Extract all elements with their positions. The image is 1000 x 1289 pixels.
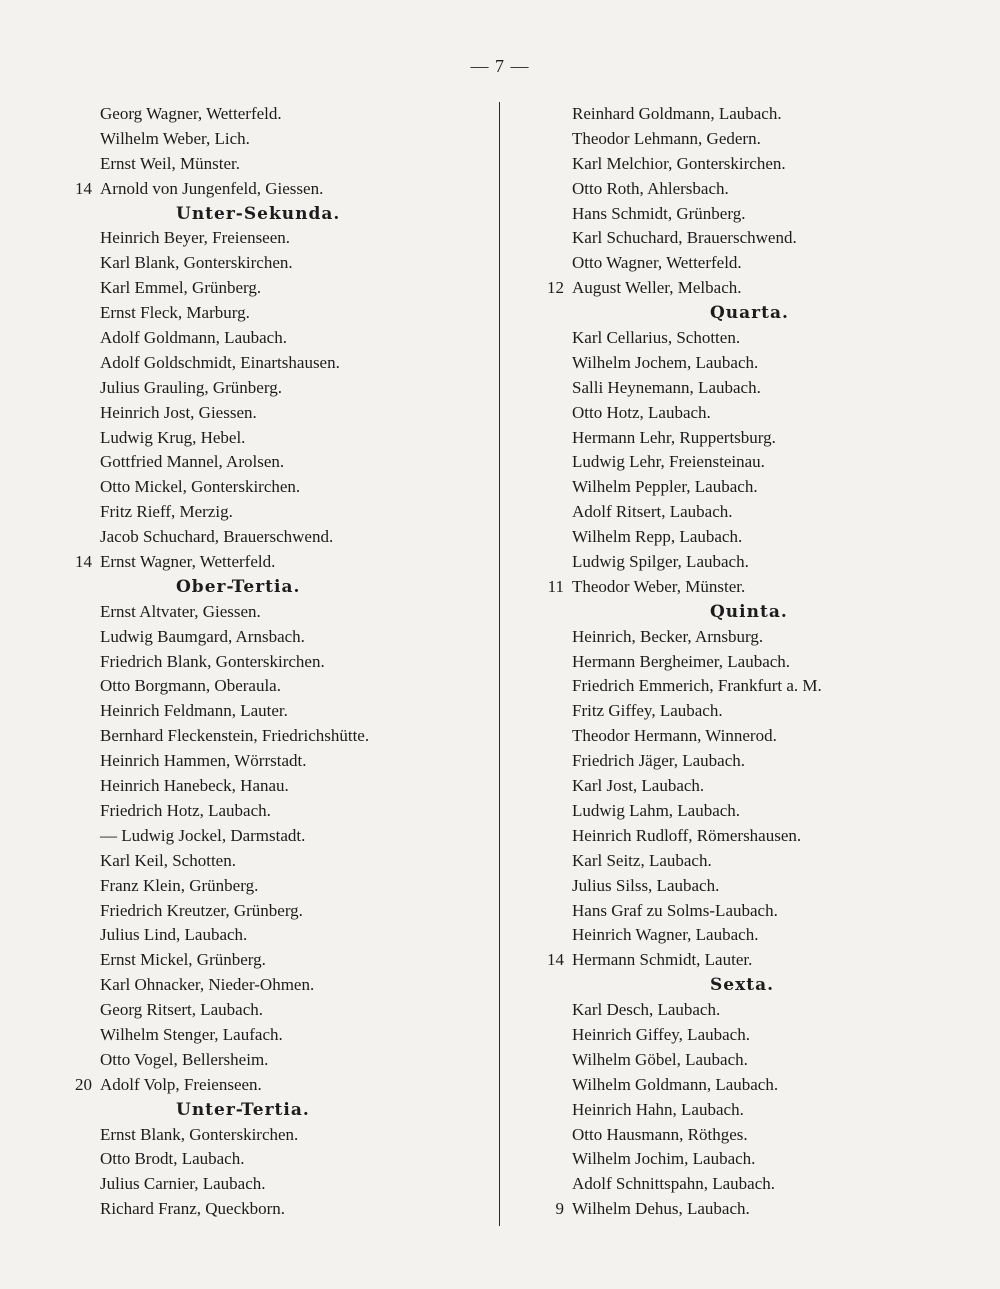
student-name: Salli Heynemann, Laubach. — [572, 377, 761, 397]
student-name: Heinrich Feldmann, Lauter. — [100, 701, 288, 721]
student-entry — [532, 376, 992, 401]
student-name: Otto Hotz, Laubach. — [572, 402, 711, 422]
student-entry — [532, 1098, 992, 1123]
student-entry — [60, 127, 490, 152]
student-entry — [60, 1147, 490, 1172]
student-entry — [532, 1172, 992, 1197]
class-heading: Sexta. — [710, 975, 775, 996]
left-column — [60, 102, 490, 1222]
student-name: Adolf Ritsert, Laubach. — [572, 502, 733, 522]
student-name: Ludwig Lahm, Laubach. — [572, 800, 741, 820]
student-name: Hermann Bergheimer, Laubach. — [572, 651, 791, 671]
student-name: Julius Grauling, Grünberg. — [100, 377, 282, 397]
class-heading: Unter-Tertia. — [176, 1099, 310, 1120]
student-entry — [60, 475, 490, 500]
student-entry — [60, 1023, 490, 1048]
student-name: Heinrich Wagner, Laubach. — [572, 925, 759, 945]
class-heading: Quarta. — [710, 303, 789, 324]
student-name: Friedrich Blank, Gonterskirchen. — [100, 651, 325, 671]
student-entry — [60, 674, 490, 699]
class-count: 20 — [75, 1074, 92, 1094]
student-entry — [60, 500, 490, 525]
student-name: Adolf Goldschmidt, Einartshausen. — [100, 352, 340, 372]
student-entry — [60, 774, 490, 799]
student-entry — [60, 1197, 490, 1222]
student-name: Ludwig Baumgard, Arnsbach. — [100, 626, 305, 646]
student-entry — [532, 1073, 992, 1098]
student-entry — [60, 1073, 490, 1098]
student-entry — [532, 650, 992, 675]
student-name: Wilhelm Weber, Lich. — [100, 128, 250, 148]
student-name: Theodor Weber, Münster. — [572, 576, 746, 596]
student-entry — [60, 550, 490, 575]
student-entry — [60, 525, 490, 550]
student-name: Wilhelm Dehus, Laubach. — [572, 1199, 750, 1219]
student-entry — [532, 899, 992, 924]
student-name: Arnold von Jungenfeld, Giessen. — [100, 178, 324, 198]
student-entry — [532, 575, 992, 600]
student-name: Richard Franz, Queckborn. — [100, 1199, 286, 1219]
student-entry — [60, 749, 490, 774]
student-entry — [532, 874, 992, 899]
student-entry — [60, 998, 490, 1023]
student-entry — [60, 1048, 490, 1073]
student-name: Karl Cellarius, Schotten. — [572, 328, 741, 348]
student-entry — [60, 251, 490, 276]
student-entry — [532, 749, 992, 774]
student-entry — [60, 226, 490, 251]
class-count: 12 — [547, 278, 564, 298]
student-entry — [60, 899, 490, 924]
student-entry — [532, 625, 992, 650]
class-count: 11 — [547, 576, 564, 596]
student-entry — [532, 401, 992, 426]
student-name: Wilhelm Repp, Laubach. — [572, 527, 743, 547]
student-name: Heinrich Hanebeck, Hanau. — [100, 776, 289, 796]
student-name: Ernst Weil, Münster. — [100, 153, 240, 173]
student-name: Fritz Rieff, Merzig. — [100, 502, 233, 522]
student-name: Bernhard Fleckenstein, Friedrichshütte. — [100, 726, 370, 746]
student-name: Otto Vogel, Bellersheim. — [100, 1049, 269, 1069]
student-entry — [60, 849, 490, 874]
student-entry — [60, 276, 490, 301]
student-entry — [532, 824, 992, 849]
student-name: Karl Emmel, Grünberg. — [100, 278, 262, 298]
student-entry — [532, 1023, 992, 1048]
student-name: Heinrich Hammen, Wörrstadt. — [100, 751, 307, 771]
student-entry — [60, 824, 490, 849]
student-name: Friedrich Kreutzer, Grünberg. — [100, 900, 303, 920]
student-entry — [532, 475, 992, 500]
student-entry — [532, 1048, 992, 1073]
class-heading: Ober-Tertia. — [176, 576, 301, 597]
student-name: Friedrich Emmerich, Frankfurt a. M. — [572, 676, 822, 696]
student-name: Ludwig Spilger, Laubach. — [572, 552, 749, 572]
student-name: Karl Seitz, Laubach. — [572, 850, 712, 870]
student-entry — [60, 699, 490, 724]
student-entry — [532, 326, 992, 351]
student-entry — [60, 625, 490, 650]
student-entry — [532, 998, 992, 1023]
student-name: Karl Desch, Laubach. — [572, 1000, 721, 1020]
student-name: Ernst Blank, Gonterskirchen. — [100, 1124, 299, 1144]
student-name: Wilhelm Jochem, Laubach. — [572, 352, 759, 372]
student-entry — [532, 799, 992, 824]
student-name: Wilhelm Goldmann, Laubach. — [572, 1074, 779, 1094]
right-column — [532, 102, 992, 1222]
student-name: Karl Jost, Laubach. — [572, 776, 705, 796]
student-entry — [532, 948, 992, 973]
student-name: Wilhelm Göbel, Laubach. — [572, 1049, 748, 1069]
student-entry — [532, 1197, 992, 1222]
student-entry — [60, 650, 490, 675]
student-name: Franz Klein, Grünberg. — [100, 875, 259, 895]
class-heading: Unter-Sekunda. — [176, 203, 341, 224]
student-name: Karl Blank, Gonterskirchen. — [100, 253, 293, 273]
student-entry — [532, 426, 992, 451]
student-entry — [532, 450, 992, 475]
student-entry — [532, 500, 992, 525]
student-name: Otto Mickel, Gonterskirchen. — [100, 477, 301, 497]
student-entry — [532, 276, 992, 301]
student-name: Ernst Mickel, Grünberg. — [100, 950, 266, 970]
student-name: Adolf Volp, Freienseen. — [100, 1074, 262, 1094]
student-name: Karl Schuchard, Brauerschwend. — [572, 228, 797, 248]
student-name: Karl Keil, Schotten. — [100, 850, 236, 870]
page-number: — 7 — — [470, 56, 530, 76]
student-entry — [60, 1172, 490, 1197]
student-name: Fritz Giffey, Laubach. — [572, 701, 723, 721]
student-name: Otto Borgmann, Oberaula. — [100, 676, 281, 696]
student-name: Heinrich, Becker, Arnsburg. — [572, 626, 764, 646]
student-entry — [60, 301, 490, 326]
student-name: Adolf Goldmann, Laubach. — [100, 328, 287, 348]
student-name: Hans Graf zu Solms-Laubach. — [572, 900, 778, 920]
student-name: Heinrich Giffey, Laubach. — [572, 1024, 750, 1044]
student-entry — [532, 351, 992, 376]
student-entry — [532, 226, 992, 251]
student-name: Friedrich Jäger, Laubach. — [572, 751, 746, 771]
student-entry — [60, 973, 490, 998]
student-entry — [60, 874, 490, 899]
class-count: 9 — [555, 1199, 564, 1219]
student-name: Otto Brodt, Laubach. — [100, 1149, 245, 1169]
student-name: Jacob Schuchard, Brauerschwend. — [100, 527, 334, 547]
student-entry — [60, 152, 490, 177]
student-entry — [532, 699, 992, 724]
student-entry — [60, 799, 490, 824]
student-entry — [532, 1123, 992, 1148]
student-name: Gottfried Mannel, Arolsen. — [100, 452, 285, 472]
student-name: Ludwig Krug, Hebel. — [100, 427, 246, 447]
student-entry — [532, 674, 992, 699]
student-name: Julius Carnier, Laubach. — [100, 1174, 266, 1194]
student-name: — Ludwig Jockel, Darmstadt. — [100, 825, 306, 845]
column-divider — [499, 102, 500, 1226]
student-entry — [60, 948, 490, 973]
student-entry — [532, 251, 992, 276]
student-entry — [532, 102, 992, 127]
student-entry — [60, 401, 490, 426]
class-heading: Quinta. — [710, 601, 788, 622]
student-name: Heinrich Jost, Giessen. — [100, 402, 257, 422]
student-entry — [532, 923, 992, 948]
student-name: Theodor Lehmann, Gedern. — [572, 128, 761, 148]
student-name: Georg Ritsert, Laubach. — [100, 1000, 264, 1020]
student-name: Otto Hausmann, Röthges. — [572, 1124, 748, 1144]
student-entry — [532, 177, 992, 202]
student-name: Otto Wagner, Wetterfeld. — [572, 253, 742, 273]
student-entry — [532, 550, 992, 575]
student-name: Ludwig Lehr, Freiensteinau. — [572, 452, 765, 472]
student-name: Ernst Altvater, Giessen. — [100, 601, 261, 621]
student-name: Otto Roth, Ahlersbach. — [572, 178, 729, 198]
student-entry — [60, 1123, 490, 1148]
student-entry — [60, 177, 490, 202]
student-entry — [532, 525, 992, 550]
student-entry — [532, 1147, 992, 1172]
student-name: Ernst Fleck, Marburg. — [100, 303, 250, 323]
student-entry — [532, 152, 992, 177]
student-name: Friedrich Hotz, Laubach. — [100, 800, 271, 820]
student-entry — [60, 376, 490, 401]
class-count: 14 — [75, 178, 92, 198]
class-count: 14 — [75, 552, 92, 572]
class-count: 14 — [547, 950, 564, 970]
student-name: Hans Schmidt, Grünberg. — [572, 203, 746, 223]
student-name: August Weller, Melbach. — [572, 278, 742, 298]
student-name: Wilhelm Jochim, Laubach. — [572, 1149, 756, 1169]
student-entry — [532, 202, 992, 227]
student-entry — [532, 127, 992, 152]
student-name: Hermann Schmidt, Lauter. — [572, 950, 753, 970]
student-name: Julius Silss, Laubach. — [572, 875, 720, 895]
student-name: Wilhelm Peppler, Laubach. — [572, 477, 758, 497]
student-name: Georg Wagner, Wetterfeld. — [100, 104, 282, 123]
student-name: Adolf Schnittspahn, Laubach. — [572, 1174, 776, 1194]
student-name: Heinrich Hahn, Laubach. — [572, 1099, 744, 1119]
student-entry — [60, 426, 490, 451]
student-entry — [60, 724, 490, 749]
student-entry — [60, 600, 490, 625]
student-entry — [532, 774, 992, 799]
student-name: Ernst Wagner, Wetterfeld. — [100, 552, 276, 572]
student-name: Heinrich Beyer, Freienseen. — [100, 228, 291, 248]
student-name: Theodor Hermann, Winnerod. — [572, 726, 777, 746]
student-entry — [60, 450, 490, 475]
student-name: Karl Ohnacker, Nieder-Ohmen. — [100, 975, 315, 995]
student-entry — [60, 923, 490, 948]
student-entry — [532, 724, 992, 749]
student-name: Heinrich Rudloff, Römershausen. — [572, 825, 802, 845]
student-name: Reinhard Goldmann, Laubach. — [572, 104, 782, 123]
student-entry — [60, 326, 490, 351]
student-name: Karl Melchior, Gonterskirchen. — [572, 153, 786, 173]
student-name: Julius Lind, Laubach. — [100, 925, 248, 945]
student-entry — [532, 849, 992, 874]
student-entry — [60, 102, 490, 127]
student-name: Hermann Lehr, Ruppertsburg. — [572, 427, 776, 447]
student-entry — [60, 351, 490, 376]
student-name: Wilhelm Stenger, Laufach. — [100, 1024, 283, 1044]
